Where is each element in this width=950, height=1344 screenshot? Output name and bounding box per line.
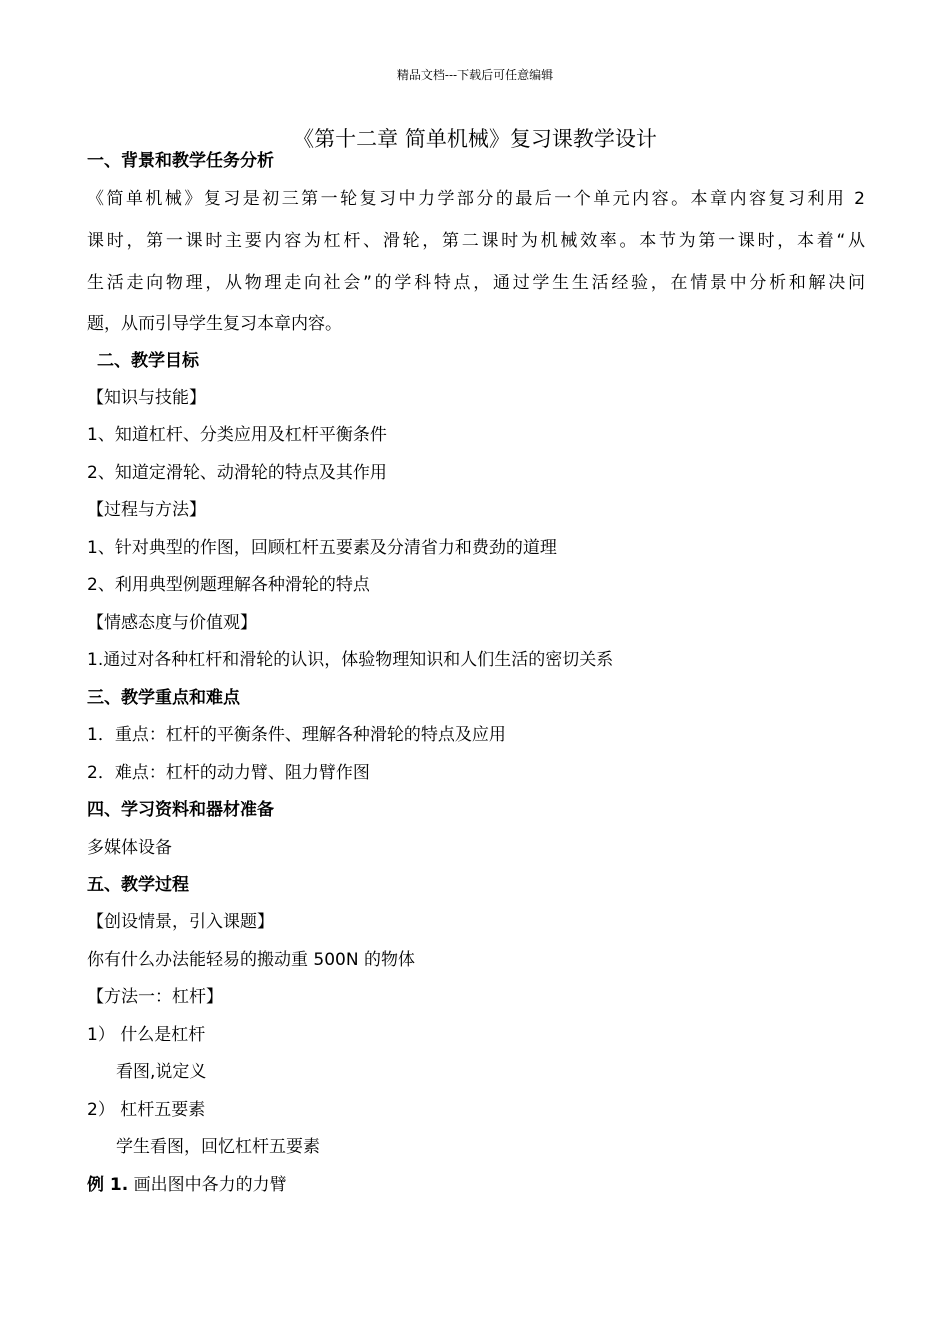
method1-label: 【方法一：杠杆】 (87, 987, 223, 1007)
key-point-item: 1．重点：杠杆的平衡条件、理解各种滑轮的特点及应用 (87, 725, 506, 745)
section5-heading: 五、教学过程 (87, 875, 189, 895)
knowledge-item-1: 1、知道杠杆、分类应用及杠杆平衡条件 (87, 425, 387, 445)
difficulty-item: 2．难点：杠杆的动力臂、阻力臂作图 (87, 763, 370, 783)
section4-heading: 四、学习资料和器材准备 (87, 800, 274, 820)
scene-text: 你有什么办法能轻易的搬动重 500N 的物体 (87, 950, 415, 970)
process-label: 【过程与方法】 (87, 500, 206, 520)
document-title: 《第十二章 简单机械》复习课教学设计 (293, 127, 657, 151)
scene-label: 【创设情景，引入课题】 (87, 912, 274, 932)
process-item-2: 2、利用典型例题理解各种滑轮的特点 (87, 575, 370, 595)
knowledge-label: 【知识与技能】 (87, 388, 206, 408)
section1-heading: 一、背景和教学任务分析 (87, 151, 274, 171)
question-1-note: 看图,说定义 (116, 1062, 207, 1082)
materials-text: 多媒体设备 (87, 838, 172, 858)
section3-heading: 三、教学重点和难点 (87, 688, 240, 708)
knowledge-item-2: 2、知道定滑轮、动滑轮的特点及其作用 (87, 463, 387, 483)
header-note: 精品文档---下载后可任意编辑 (396, 68, 554, 82)
section1-paragraph-line-2: 课时，第一课时主要内容为杠杆、滑轮，第二课时为机械效率。本节为第一课时，本着“从 (87, 231, 865, 251)
question-2: 2） 杠杆五要素 (87, 1100, 206, 1120)
example-1 (87, 1174, 287, 1196)
example-label: 例 1. (87, 1175, 129, 1195)
emotion-label: 【情感态度与价值观】 (87, 613, 257, 633)
section1-paragraph-line-3: 生活走向物理，从物理走向社会”的学科特点，通过学生生活经验，在情景中分析和解决问 (87, 273, 865, 293)
process-item-1: 1、针对典型的作图，回顾杠杆五要素及分清省力和费劲的道理 (87, 538, 557, 558)
question-2-note: 学生看图，回忆杠杆五要素 (116, 1137, 320, 1157)
section1-paragraph-line-1: 《简单机械》复习是初三第一轮复习中力学部分的最后一个单元内容。本章内容复习利用 2 (87, 189, 865, 209)
section2-heading: 二、教学目标 (97, 351, 199, 371)
example-text: 画出图中各力的力臂 (128, 1175, 287, 1195)
emotion-item-1: 1.通过对各种杠杆和滑轮的认识，体验物理知识和人们生活的密切关系 (87, 650, 614, 670)
section1-paragraph-line-4: 题，从而引导学生复习本章内容。 (87, 314, 342, 334)
question-1: 1） 什么是杠杆 (87, 1025, 206, 1045)
